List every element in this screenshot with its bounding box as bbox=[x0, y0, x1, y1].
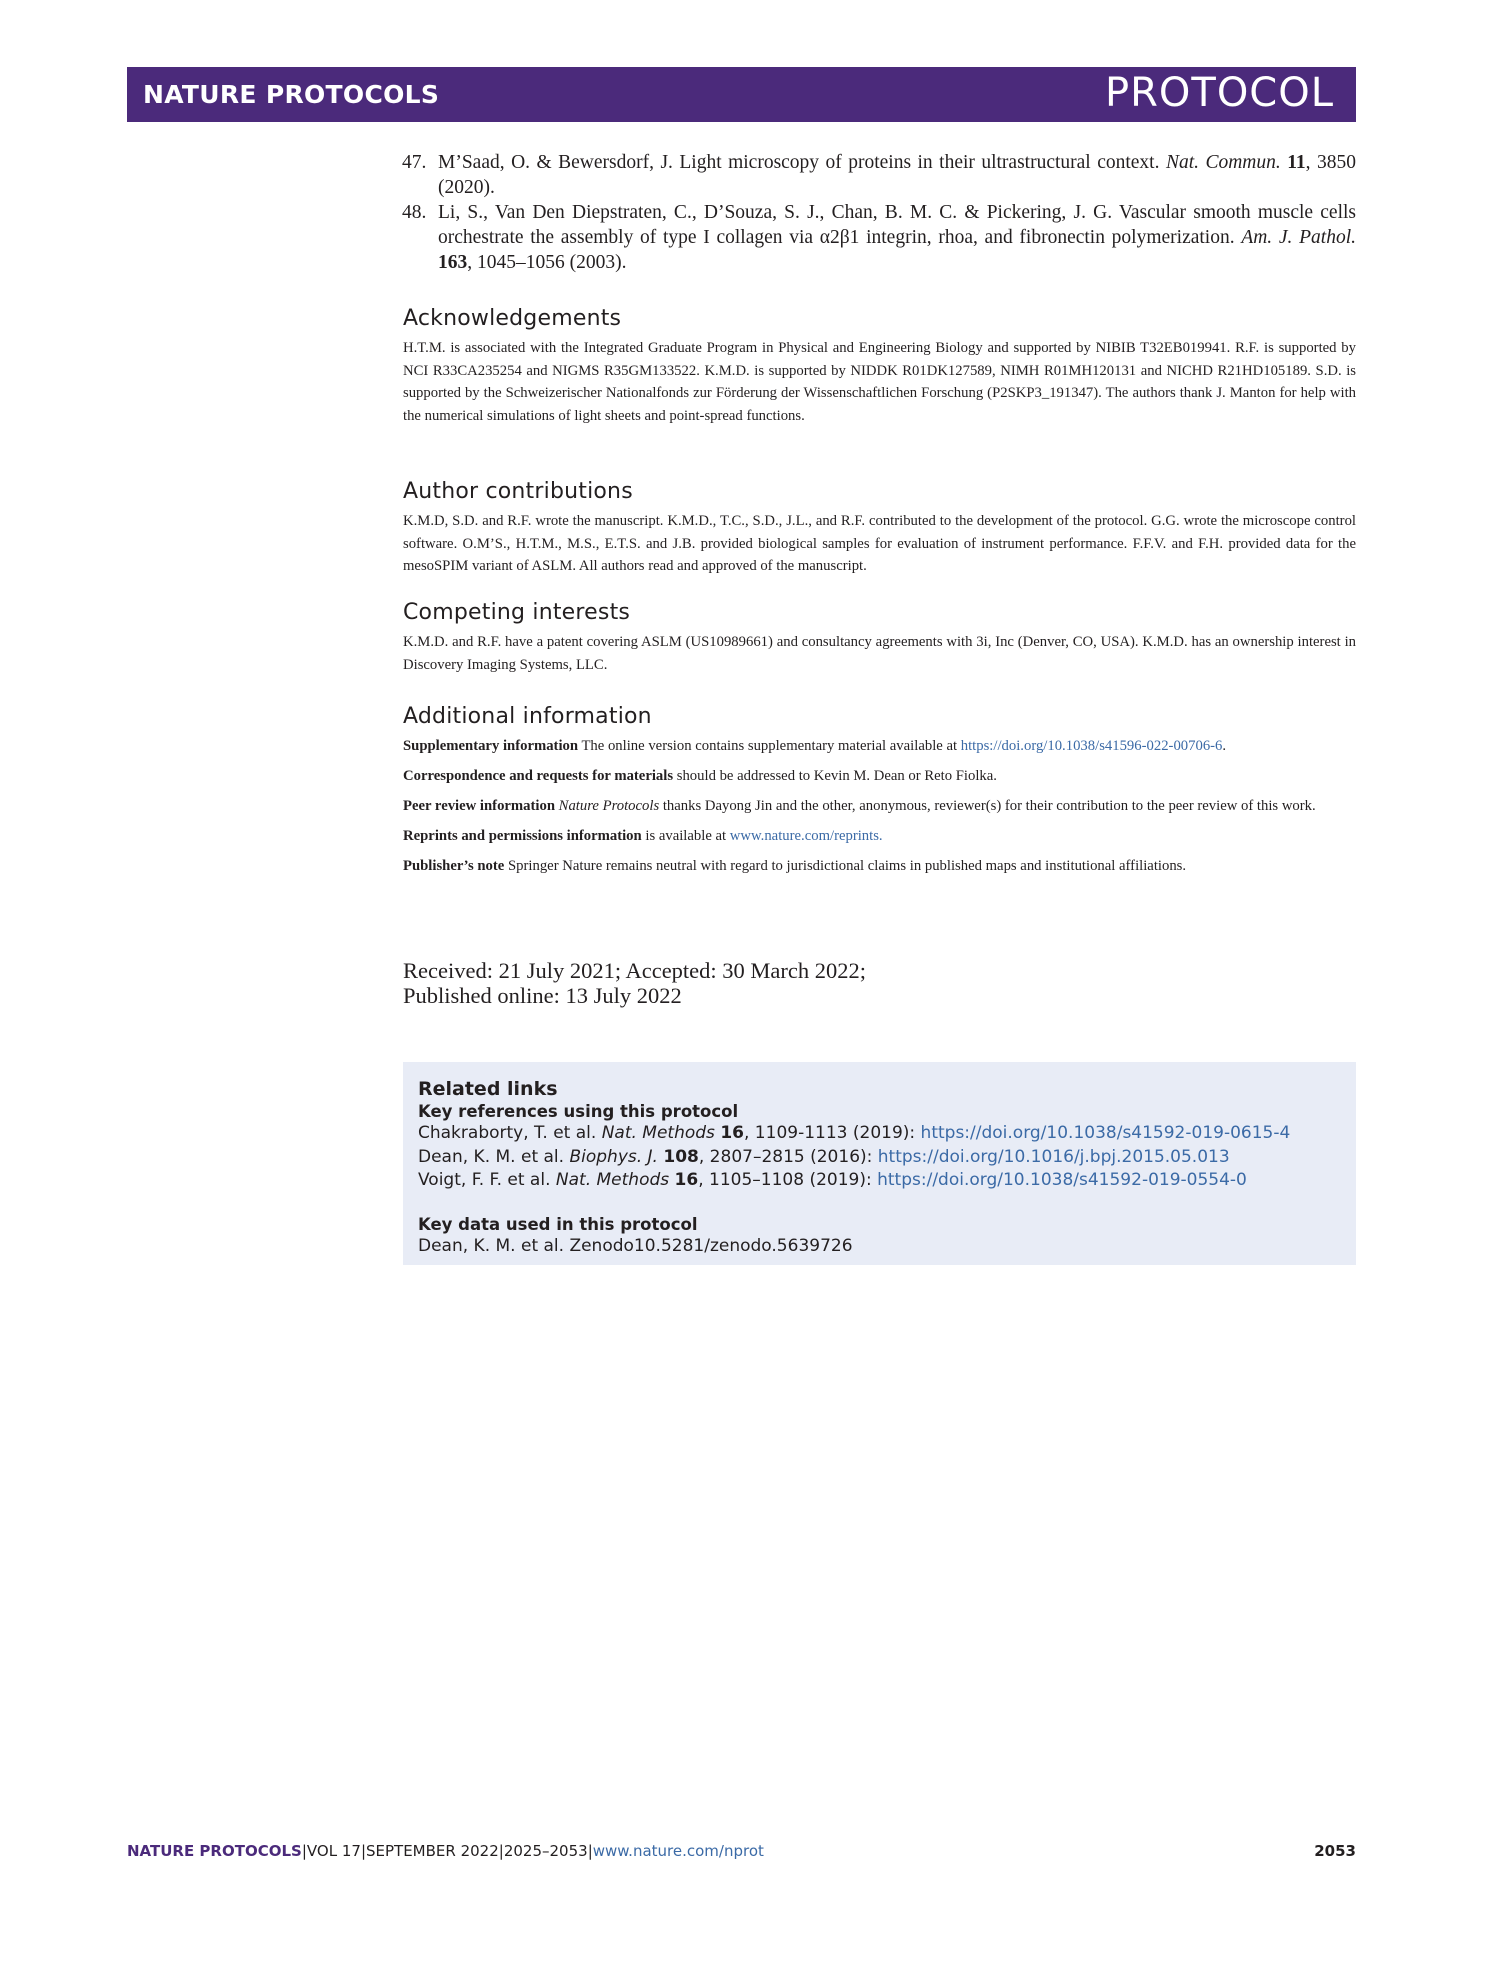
key-reference-volume: 16 bbox=[720, 1123, 744, 1143]
key-reference-journal: Nat. Methods bbox=[601, 1123, 715, 1143]
competing-interests-text: K.M.D. and R.F. have a patent covering ASLM (US10989661) and consultancy agreements with 3i, Inc (Denver, CO, USA). K.M.D. has an ownership interest in Discovery Imaging Systems, LLC. bbox=[403, 634, 1356, 673]
reference-journal: Am. J. Pathol. bbox=[1241, 227, 1356, 248]
received-accepted-date: Received: 21 July 2021; Accepted: 30 March 2022; bbox=[403, 958, 867, 983]
key-reference-journal: Nat. Methods bbox=[555, 1170, 670, 1190]
author-contributions-heading: Author contributions bbox=[403, 479, 633, 504]
acknowledgements-section bbox=[403, 306, 1356, 427]
key-data-heading: Key data used in this protocol bbox=[418, 1214, 698, 1234]
key-reference-volume: 108 bbox=[663, 1146, 699, 1167]
key-references-heading: Key references using this protocol bbox=[418, 1102, 739, 1121]
key-reference-pages: , 1109-1113 (2019): bbox=[744, 1123, 921, 1143]
key-reference-volume: 16 bbox=[674, 1170, 699, 1190]
reference-item bbox=[403, 200, 1356, 275]
peer-review-text: thanks Dayong Jin and the other, anonymous, reviewer(s) for their contribution to the peer review of this work. bbox=[659, 798, 1316, 814]
supplementary-end: . bbox=[1222, 738, 1227, 754]
reference-volume: 163 bbox=[438, 252, 468, 273]
footer-journal: NATURE PROTOCOLS bbox=[127, 1842, 302, 1860]
reprints-information bbox=[403, 825, 1356, 848]
key-reference-authors: Chakraborty, T. et al. bbox=[418, 1123, 602, 1143]
correspondence-label: Correspondence and requests for materials bbox=[403, 768, 674, 784]
reference-volume: 11 bbox=[1287, 152, 1306, 173]
publishers-note bbox=[403, 855, 1356, 878]
key-reference-journal: Biophys. J. bbox=[569, 1146, 658, 1167]
reprints-text: is available at bbox=[641, 828, 730, 844]
reference-number: 47. bbox=[402, 152, 427, 173]
key-reference-item bbox=[418, 1169, 1341, 1193]
reference-list bbox=[403, 150, 1356, 275]
page-footer: NATURE PROTOCOLS|VOL 17|SEPTEMBER 2022|2025–2053|www.nature.com/nprot 2053 bbox=[127, 1842, 1356, 1860]
competing-interests-heading: Competing interests bbox=[403, 600, 631, 625]
supplementary-information bbox=[403, 735, 1356, 758]
key-reference-pages: , 1105–1108 (2019): bbox=[698, 1170, 878, 1190]
author-contributions-text: K.M.D, S.D. and R.F. wrote the manuscript. K.M.D., T.C., S.D., J.L., and R.F. contributed to the development of the protocol. G.G. wrote the microscope control software. O.M’S., H.T.M., M.S., E.T.S. and J.B. provided biological samples for evaluation of instrument performance. F.F.V. and F.H. provided data for the mesoSPIM variant of ASLM. All authors read and approved of the manuscript. bbox=[403, 513, 1356, 574]
key-reference-pages: , 2807–2815 (2016): bbox=[698, 1146, 878, 1167]
reference-pages: , 3850 (2020). bbox=[438, 152, 1356, 198]
supplementary-link[interactable]: https://doi.org/10.1038/s41596-022-00706-6 bbox=[960, 738, 1223, 754]
footer-pages: 2025–2053 bbox=[503, 1842, 588, 1860]
reference-authors: M’Saad, O. & Bewersdorf, J. Light microscopy of proteins in their ultrastructural context. bbox=[438, 152, 1160, 173]
peer-review-label: Peer review information bbox=[403, 798, 555, 814]
author-contributions-section bbox=[403, 479, 1356, 578]
key-reference-authors: Voigt, F. F. et al. bbox=[418, 1170, 556, 1190]
peer-review-information bbox=[403, 795, 1356, 818]
publishers-note-text: Springer Nature remains neutral with regard to jurisdictional claims in published maps and institutional affiliations. bbox=[504, 858, 1187, 874]
footer-volume: VOL 17 bbox=[306, 1842, 361, 1860]
article-type: PROTOCOL bbox=[1104, 70, 1334, 116]
key-reference-link[interactable]: https://doi.org/10.1038/s41592-019-0554-0 bbox=[877, 1170, 1247, 1190]
reference-item bbox=[403, 150, 1356, 200]
key-reference-item bbox=[418, 1146, 1341, 1170]
key-reference-link[interactable]: https://doi.org/10.1016/j.bpj.2015.05.013 bbox=[877, 1146, 1230, 1167]
correspondence bbox=[403, 765, 1356, 788]
correspondence-text: should be addressed to Kevin M. Dean or Reto Fiolka. bbox=[673, 768, 997, 784]
reference-number: 48. bbox=[402, 202, 427, 223]
reprints-label: Reprints and permissions information bbox=[403, 828, 642, 844]
acknowledgements-text: H.T.M. is associated with the Integrated Graduate Program in Physical and Engineering Biology and supported by NIBIB T32EB019941. R.F. is supported by NCI R33CA235254 and NIGMS R35GM133522. K.M.D. is supported by NIDDK R01DK127589, NIMH R01MH120131 and NICHD R21HD105189. S.D. is supported by the Schweizerischer Nationalfonds zur Förderung der Wissenschaftlichen Forschung (P2SKP3_191347). The authors thank J. Manton for help with the numerical simulations of light sheets and point-spread functions. bbox=[403, 340, 1356, 424]
additional-information-section bbox=[403, 704, 1356, 885]
reference-journal: Nat. Commun. bbox=[1165, 152, 1281, 173]
key-reference-item bbox=[418, 1122, 1341, 1146]
reprints-link[interactable]: www.nature.com/reprints. bbox=[729, 828, 883, 844]
key-reference-link[interactable]: https://doi.org/10.1038/s41592-019-0615-4 bbox=[920, 1123, 1291, 1143]
acknowledgements-heading: Acknowledgements bbox=[403, 306, 622, 331]
footer-url[interactable]: www.nature.com/nprot bbox=[592, 1842, 764, 1860]
competing-interests-section bbox=[403, 600, 1356, 676]
publication-dates bbox=[403, 958, 1356, 1008]
related-links-title: Related links bbox=[418, 1078, 558, 1100]
footer-date: SEPTEMBER 2022 bbox=[366, 1842, 499, 1860]
related-links-box bbox=[403, 1062, 1356, 1265]
journal-name: NATURE PROTOCOLS bbox=[143, 80, 440, 109]
peer-review-journal: Nature Protocols bbox=[558, 798, 660, 814]
publishers-note-label: Publisher’s note bbox=[403, 858, 505, 874]
key-reference-authors: Dean, K. M. et al. bbox=[418, 1146, 570, 1167]
additional-information-heading: Additional information bbox=[403, 704, 652, 729]
published-date: Published online: 13 July 2022 bbox=[403, 983, 682, 1008]
reference-authors: Li, S., Van Den Diepstraten, C., D’Souza, S. J., Chan, B. M. C. & Pickering, J. G. Vascular smooth muscle cells orchestrate the assembly of type I collagen via α2β1 integrin, rhoa, and fibronectin polymerization. bbox=[438, 202, 1356, 248]
page-number: 2053 bbox=[1314, 1842, 1356, 1860]
supplementary-text: The online version contains supplementary material available at bbox=[578, 738, 961, 754]
key-data-item: Dean, K. M. et al. Zenodo10.5281/zenodo.5639726 bbox=[418, 1235, 853, 1256]
journal-banner bbox=[127, 67, 1356, 122]
supplementary-label: Supplementary information bbox=[403, 738, 579, 754]
reference-pages: , 1045–1056 (2003). bbox=[467, 252, 627, 273]
